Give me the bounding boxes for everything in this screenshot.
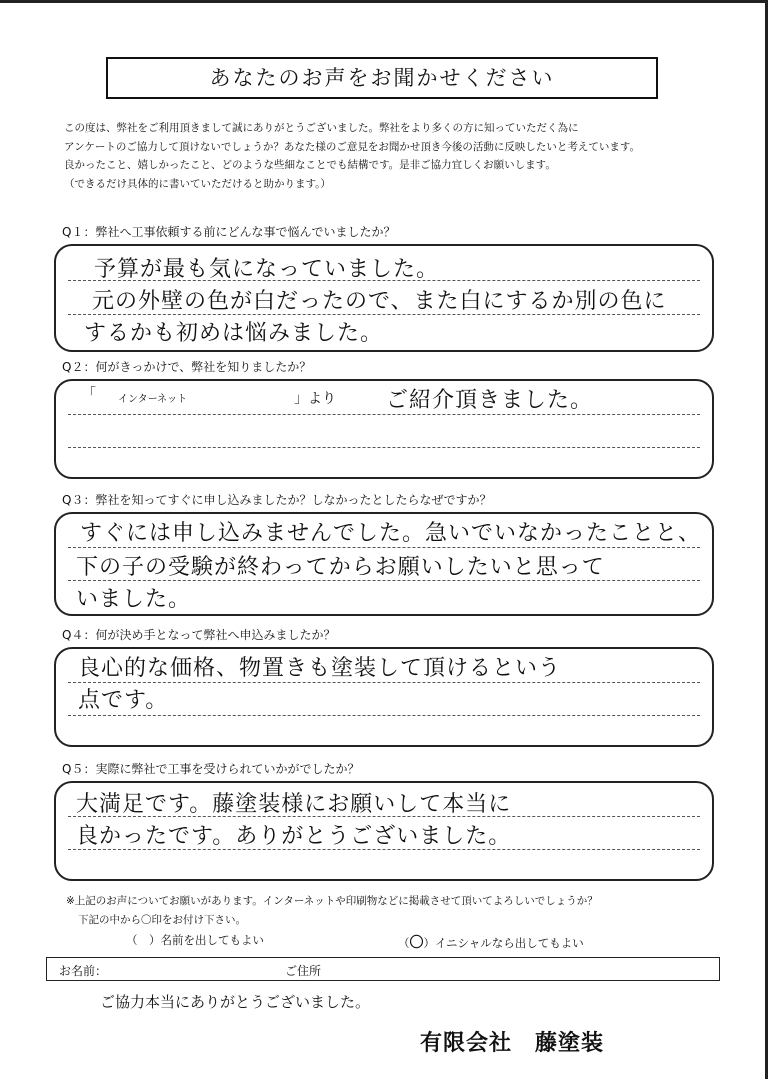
q4-label: Q４：何が決め手となって弊社へ申込みましたか？ <box>62 628 336 642</box>
q2-bracket-close: 」より <box>294 391 336 407</box>
q1-answer-line: 元の外壁の色が白だったので、また白にするか別の色に <box>92 289 667 314</box>
q2-answer-box <box>54 379 714 479</box>
q3-answer-line: 下の子の受験が終わってからお願いしたいと思って <box>76 555 605 580</box>
answer-line <box>68 447 700 448</box>
company-name: 有限会社 藤塗装 <box>420 1031 605 1056</box>
answer-line <box>68 715 700 716</box>
thanks-message: ご協力本当にありがとうございました。 <box>100 993 371 1011</box>
intro-line: 良かったこと、嬉しかったこと、どのような些細なことでも結構です。是非ご協力宜しくお願いします。 <box>64 159 556 171</box>
page-edge-top <box>0 0 768 3</box>
option-name-ok: （ ）名前を出してもよい <box>126 933 264 947</box>
q2-answer-line: ご紹介頂きました。 <box>386 388 594 413</box>
q1-answer-line: するかも初めは悩みました。 <box>84 321 384 346</box>
q5-answer-line: 大満足です。藤塗装様にお願いして本当に <box>76 792 512 817</box>
publication-request: ※上記のお声についてお願いがあります。インターネットや印刷物などに掲載させて頂いてよろしいでしょうか？ <box>66 895 598 907</box>
page-title: あなたのお声をお聞かせください <box>106 57 658 99</box>
name-label: お名前： <box>59 964 108 978</box>
q3-answer-box <box>54 512 714 616</box>
q3-answer-line: いました。 <box>76 587 192 612</box>
q5-answer-box <box>54 781 714 881</box>
q1-answer-box <box>54 244 714 352</box>
intro-line: アンケートのご協力して頂けないでしょうか？あなた様のご意見をお聞かせ頂き今後の活動に反映したいと考えています。 <box>64 140 641 153</box>
answer-line <box>68 414 700 415</box>
q1-answer-line: 予算が最も気になっていました。 <box>94 257 440 282</box>
answer-line <box>68 547 700 548</box>
q3-answer-line: すぐには申し込みませんでした。急いでいなかったことと、 <box>80 521 702 546</box>
option-initials-label: ）イニシャルなら出してもよい <box>423 936 584 950</box>
q4-answer-line: 点です。 <box>78 688 169 713</box>
option-initials-paren: （ <box>398 936 410 950</box>
q1-label: Q１：弊社へ工事依頼する前にどんな事で悩んでいましたか？ <box>62 225 396 239</box>
circle-mark-icon: 〇 <box>409 935 424 951</box>
name-address-row <box>46 957 720 981</box>
address-label: ご住所 <box>285 964 322 978</box>
q2-label: Q２：何がきっかけで、弊社を知りましたか？ <box>62 360 312 374</box>
q4-answer-box <box>54 647 714 747</box>
q2-bracket-open: 「 <box>82 386 96 402</box>
q3-label: Q３：弊社を知ってすぐに申し込みましたか？しなかったとしたらなぜですか？ <box>62 493 492 507</box>
intro-line: この度は、弊社をご利用頂きまして誠にありがとうございました。弊社をより多くの方に知っていただく為に <box>64 122 579 134</box>
q5-label: Q５：実際に弊社で工事を受けられていかがでしたか？ <box>62 762 360 776</box>
selection-instruction: 下記の中から〇印をお付け下さい。 <box>78 914 246 926</box>
q5-answer-line: 良かったです。ありがとうございました。 <box>76 824 512 849</box>
intro-text <box>64 119 744 193</box>
option-initials-ok <box>398 932 584 952</box>
q2-printed-source: インターネット <box>118 394 188 405</box>
intro-line: （できるだけ具体的に書いていただけると助かります。） <box>64 177 331 190</box>
q4-answer-line: 良心的な価格、物置きも塗装して頂けるという <box>78 656 562 681</box>
